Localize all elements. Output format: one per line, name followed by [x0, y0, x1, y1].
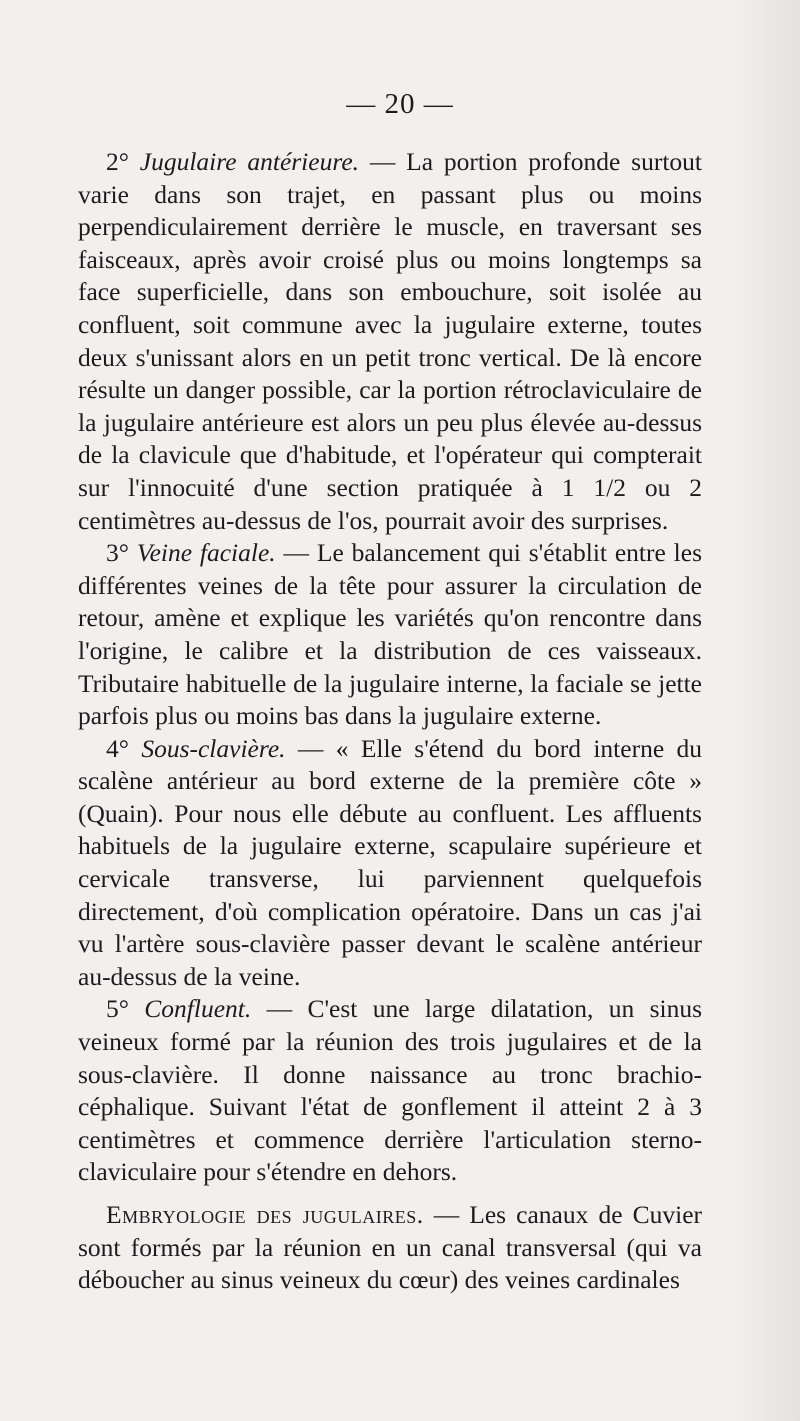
- section-body: — Les canaux de Cuvier sont formés par la réunion en un canal transversal (qui va déboucher au sinus veineux du cœur) des veines cardinales: [78, 1200, 702, 1295]
- body-text: [78, 146, 702, 1297]
- paragraph-body: — « Elle s'étend du bord interne du scalène antérieur au bord externe de la première côte » (Quain). Pour nous elle débute au confluent. Les affluents habituels de la jugulaire externe, scapulaire supérieure et cervicale transverse, lui parviennent quelquefois directement, d'où complication opératoire. Dans un cas j'ai vu l'artère sous-clavière passer devant le scalène antérieur au-dessus de la veine.: [78, 733, 702, 991]
- paragraph-number: 5°: [106, 994, 129, 1024]
- paragraph-body: — La portion profonde surtout varie dans son trajet, en passant plus ou moins perpendiculairement derrière le muscle, en traversant ses faisceaux, après avoir croisé plus ou moins longtemps sa face superficielle, dans son embouchure, soit isolée au confluent, soit commune avec la jugulaire externe, toutes deux s'unissant alors en un petit tronc vertical. De là encore résulte un danger possible, car la portion rétroclaviculaire de la jugulaire antérieure est alors un peu plus élevée au-dessus de la clavicule que d'habitude, et l'opérateur qui compterait sur l'innocuité d'une section pratiquée à 1 1/2 ou 2 centimètres au-dessus de l'os, pourrait avoir des surprises.: [78, 147, 702, 535]
- paragraph-number: 4°: [106, 733, 129, 763]
- paragraph-jugulaire-anterieure: [78, 146, 702, 537]
- paragraph-heading: Jugulaire antérieure.: [139, 147, 360, 176]
- paragraph-heading: Sous-clavière.: [141, 733, 286, 763]
- paragraph-heading: Veine faciale.: [136, 538, 276, 568]
- section-heading: Embryologie des jugulaires.: [106, 1200, 424, 1229]
- paragraph-embryologie: [78, 1199, 702, 1297]
- paragraph-body: — C'est une large dilatation, un sinus veineux formé par la réunion des trois jugulaires et de la sous-clavière. Il donne naissance au tronc brachio-céphalique. Suivant l'état de gonflement il atteint 2 à 3 centimètres et commence derrière l'articulation sterno-claviculaire pour s'étendre en dehors.: [78, 994, 702, 1187]
- paragraph-number: 3°: [106, 538, 129, 568]
- page-edge-shadow: [730, 0, 800, 1421]
- paragraph-sous-claviere: [78, 733, 702, 994]
- paragraph-heading: Confluent.: [144, 994, 252, 1024]
- paragraph-number: 2°: [106, 147, 129, 176]
- paragraph-veine-faciale: [78, 537, 702, 733]
- page-number: — 20 —: [346, 88, 454, 120]
- paragraph-body: — Le balancement qui s'établit entre les différentes veines de la tête pour assurer la circulation de retour, amène et explique les variétés qu'on rencontre dans l'origine, le calibre et la distribution de ces vaisseaux. Tributaire habituelle de la jugulaire interne, la faciale se jette parfois plus ou moins bas dans la jugulaire externe.: [78, 538, 702, 731]
- paragraph-confluent: [78, 993, 702, 1189]
